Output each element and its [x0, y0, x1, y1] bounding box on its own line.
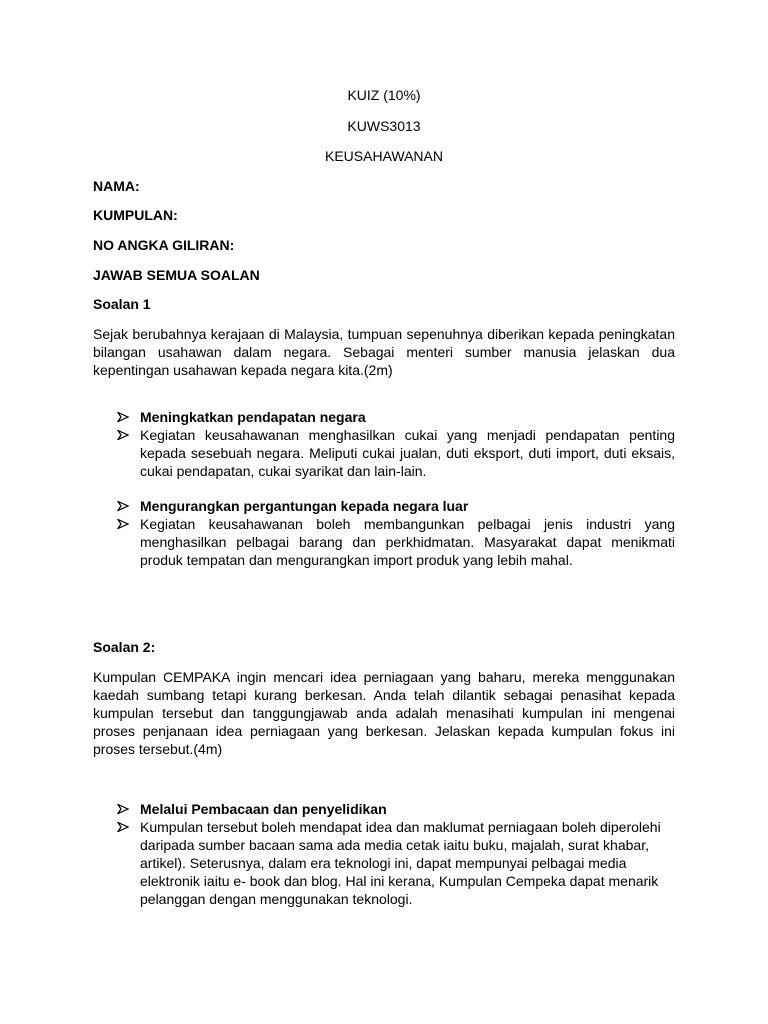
bullet-text: Mengurangkan pergantungan kepada negara luar [140, 498, 469, 514]
arrow-bullet-icon [117, 426, 133, 440]
instruction-heading: JAWAB SEMUA SOALAN [93, 267, 260, 283]
bullet-text: Meningkatkan pendapatan negara [140, 409, 366, 425]
quiz-title: KUIZ (10%) [347, 87, 421, 103]
arrow-bullet-icon [117, 497, 133, 511]
bullet-text: Kegiatan keusahawanan boleh membangunkan pelbagai jenis industri yang menghasilkan pelbagai barang dan perkhidmatan. Masyarakat dapat menikmati produk tempatan dan mengurangkan import produk yang lebih mahal. [140, 516, 675, 568]
name-field-label: NAMA: [93, 178, 140, 194]
question-2-title: Soalan 2: [93, 639, 156, 655]
arrow-bullet-icon [117, 408, 133, 422]
arrow-bullet-icon [117, 515, 133, 529]
question-1-title: Soalan 1 [93, 296, 151, 312]
bullet-text: Kegiatan keusahawanan menghasilkan cukai yang menjadi pendapatan penting kepada sesebuah negara. Meliputi cukai jualan, duti eksport, duti import, duti eksais, cukai pendapatan, cukai syarikat dan lain-lain. [140, 427, 675, 479]
subject-title: KEUSAHAWANAN [325, 148, 443, 164]
bullet-text: Kumpulan tersebut boleh mendapat idea dan maklumat perniagaan boleh diperolehi daripada sumber bacaan sama ada media cetak iaitu buku, majalah, surat khabar, artikel). Seterusnya, dalam era teknologi ini, dapat mempunyai pelbagai media elektronik iaitu e- book dan blog. Hal ini kerana, Kumpulan Cempeka dapat menarik pelanggan dengan menggunakan teknologi. [140, 819, 661, 907]
index-number-field-label: NO ANGKA GILIRAN: [93, 237, 235, 253]
question-1-text: Sejak berubahnya kerajaan di Malaysia, tumpuan sepenuhnya diberikan kepada peningkatan bilangan usahawan dalam negara. Sebagai menteri sumber manusia jelaskan dua kepentingan usahawan kepada negara kita.(2m) [93, 326, 675, 378]
group-field-label: KUMPULAN: [93, 207, 178, 223]
arrow-bullet-icon [117, 818, 133, 832]
question-2-text: Kumpulan CEMPAKA ingin mencari idea perniagaan yang baharu, mereka menggunakan kaedah sumbang tetapi kurang berkesan. Anda telah dilantik sebagai penasihat kepada kumpulan tersebut dan tanggungjawab anda adalah menasihati kumpulan ini mengenai proses penjanaan idea perniagaan yang berkesan. Jelaskan kepada kumpulan fokus ini proses tersebut.(4m) [93, 669, 675, 757]
arrow-bullet-icon [117, 800, 133, 814]
course-code: KUWS3013 [347, 118, 421, 134]
bullet-text: Melalui Pembacaan dan penyelidikan [140, 801, 387, 817]
